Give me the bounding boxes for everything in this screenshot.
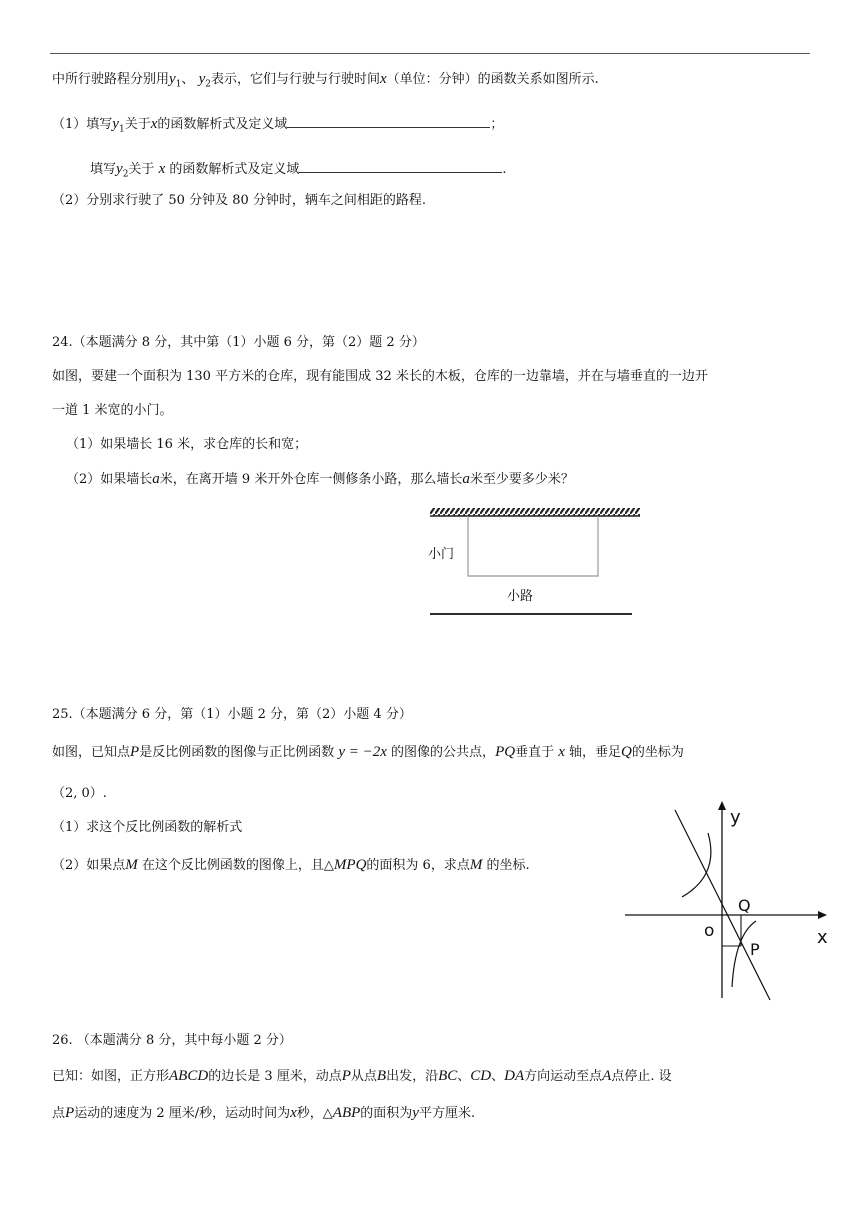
y-arrow-icon [718,801,726,810]
x-axis-label: x [817,927,828,948]
answer-blank[interactable] [299,160,502,173]
q25-part2: （2）如果点M 在这个反比例函数的图像上，且△MPQ的面积为 6，求点M 的坐标. [52,857,530,873]
q25-body-line1: 如图，已知点P是反比例函数的图像与正比例函数 y = −2x 的图像的公共点，PQ垂直于 x 轴，垂足Q的坐标为 [52,744,684,760]
q25-body-line2: （2, 0）. [52,786,107,801]
q26-heading: 26. （本题满分 8 分，其中每小题 2 分） [52,1033,292,1048]
point-Q-label: Q [738,896,751,915]
hyperbola-branch-upper [682,833,711,897]
q23-intro: 中所行驶路程分别用$y_1$、 $y_2$表示，它们与行驶与行驶时间x（单位：分钟）的函数关系如图所示. [52,71,599,90]
q25-heading: 25.（本题满分 6 分，第（1）小题 2 分，第（2）小题 4 分） [52,707,412,722]
warehouse-figure [420,500,660,625]
q23-part2: （2）分别求行驶了 50 分钟及 80 分钟时，辆车之间相距的路程. [52,193,427,208]
y-axis-label: y [730,807,741,828]
q25-part1: （1）求这个反比例函数的解析式 [52,820,243,835]
door-label: 小门 [428,547,455,562]
q24-body-line1: 如图，要建一个面积为 130 平方米的仓库，现有能围成 32 米长的木板，仓库的一边靠墙，并在与墙垂直的一边开 [52,369,708,384]
q24-part1: （1）如果墙长 16 米，求仓库的长和宽； [66,437,308,452]
q26-body-line1: 已知：如图，正方形ABCD的边长是 3 厘米，动点P从点B出发，沿BC、CD、DA方向运动至点A点停止. 设 [52,1068,672,1084]
q24-body-line2: 一道 1 米宽的小门。 [52,403,173,418]
road-label: 小路 [507,589,534,604]
q23-part1b: 填写$y_2$关于 x 的函数解析式及定义域 . [90,161,507,180]
coordinate-figure [620,795,840,1010]
wall-hatching [430,508,640,516]
point-P-label: P [750,940,760,959]
q24-heading: 24.（本题满分 8 分，其中第（1）小题 6 分，第（2）题 2 分） [52,335,425,350]
q23-part1: （1）填写$y_1$关于x的函数解析式及定义域 ； [52,116,504,135]
warehouse-outline [468,516,598,576]
q24-part2: （2）如果墙长a米，在离开墙 9 米开外仓库一侧修条小路，那么墙长a米至少要多少米？ [66,471,574,487]
q26-body-line2: 点P运动的速度为 2 厘米/秒，运动时间为x秒，△ABP的面积为y平方厘米. [52,1105,476,1121]
x-arrow-icon [818,911,827,919]
answer-blank[interactable] [287,115,490,128]
origin-label: o [704,921,715,941]
header-rule [50,53,810,54]
